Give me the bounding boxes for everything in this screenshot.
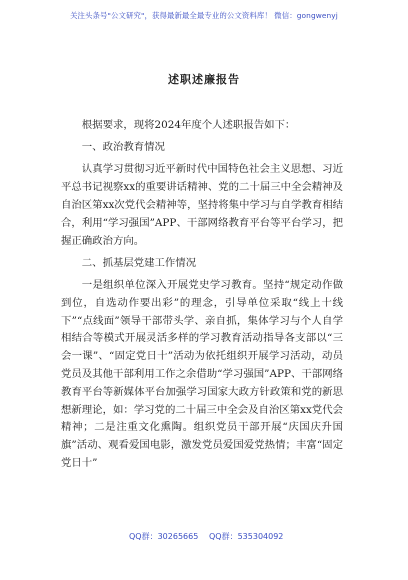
body-paragraph: 一是组织单位深入开展党史学习教育。坚持“规定动作做到位，自选动作要出彩”的理念，引导单位采取“线上十线下”“点线面”领导干部带头学、亲自抓，集体学习与个人自学相结合等模式开展灵活多样的学习教育活动指导各支部以“三会一课”、“固定党日十”活动为依托组织开展学习活动，动员党员及其他干部利用工作之余借助“学习强国”APP、干部网络教育平台等新媒体平台加强学习国家大政方针政策和党的新思想新理论，如：学习党的二十届三中全会及自治区第xx党代会精神；二是注重文化熏陶。组织党员干部开展“庆国庆升国旗”活动、观看爱国电影，激发党员爱国爱党热情；丰富“固定党日十” [61, 278, 343, 469]
qq-group-label: QQ群：535304092 [209, 532, 284, 541]
section-heading-party-building: 二、抓基层党建工作情况 [81, 256, 197, 269]
qq-group-label: QQ群：30265665 [129, 532, 199, 541]
promo-banner: 关注头条号"公文研究"，获得最新最全最专业的公文资料库！ 微信：gongwenyj [70, 11, 338, 20]
document-body [61, 117, 343, 477]
body-paragraph: 认真学习贯彻习近平新时代中国特色社会主义思想、习近平总书记视察xx的重要讲话精神、党的二十届三中全会精神及自治区第xx次党代会精神等，坚持将集中学习与自学教育相结合，利用“学习强国”APP、干部网络教育平台等平台学习，把握正确政治方向。 [61, 163, 343, 247]
section-heading-political: 一、政治教育情况 [81, 141, 165, 154]
intro-paragraph: 根据要求，现将2024年度个人述职报告如下： [81, 119, 296, 131]
document-title: 述职述廉报告 [168, 73, 240, 86]
